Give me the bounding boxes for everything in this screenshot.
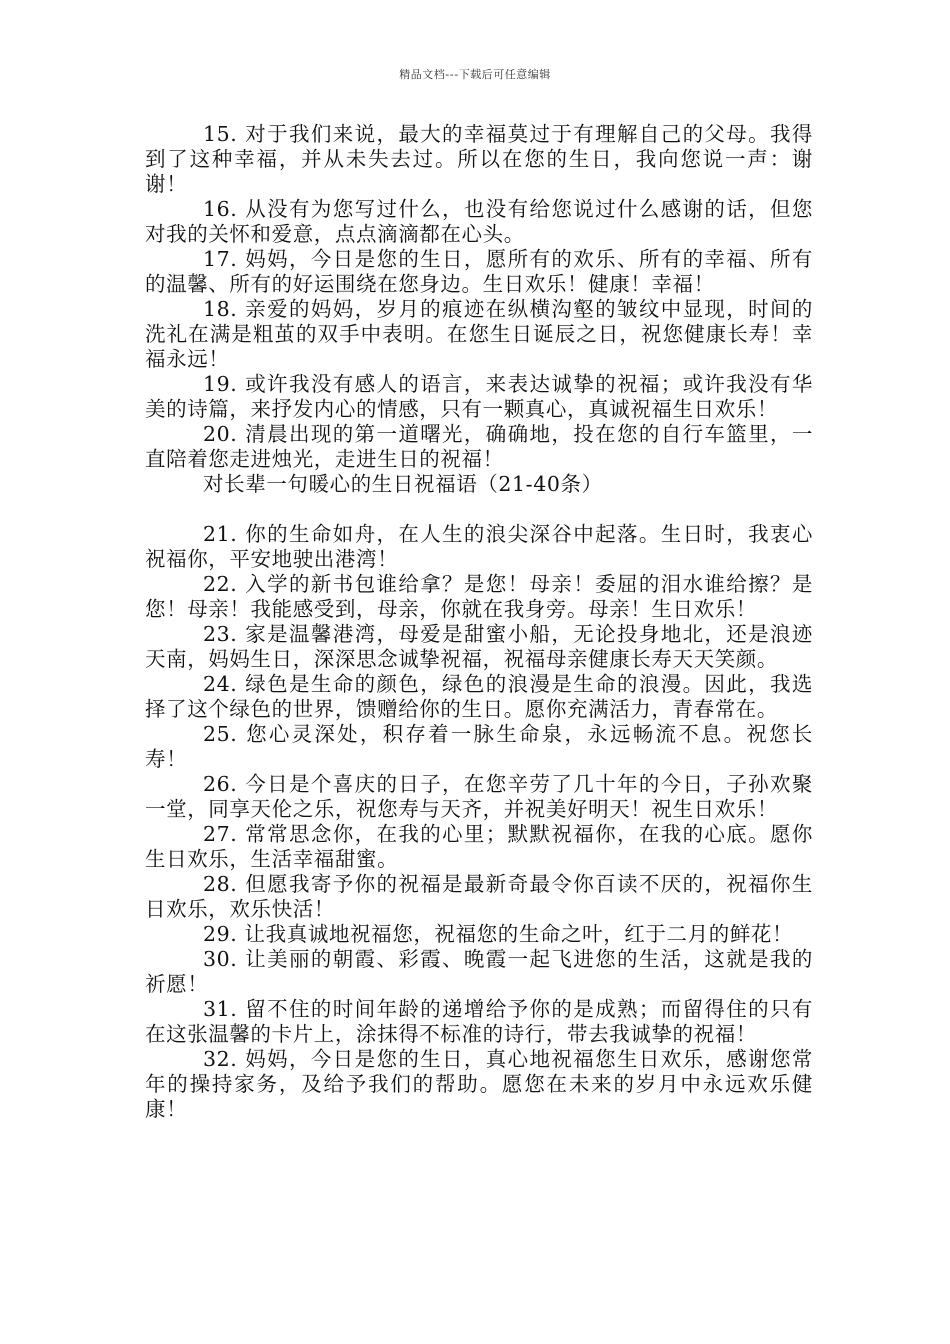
paragraph-24: 24. 绿色是生命的颜色，绿色的浪漫是生命的浪漫。因此，我选择了这个绿色的世界，馈赠给你的生日。愿你充满活力，青春常在。 [145, 672, 813, 721]
paragraph-32: 32. 妈妈，今日是您的生日，真心地祝福您生日欢乐，感谢您常年的操持家务，及给予我们的帮助。愿您在未来的岁月中永远欢乐健康！ [145, 1047, 813, 1121]
paragraph-15: 15. 对于我们来说，最大的幸福莫过于有理解自己的父母。我得到了这种幸福，并从未失去过。所以在您的生日，我向您说一声：谢谢！ [145, 122, 813, 196]
paragraph-28: 28. 但愿我寄予你的祝福是最新奇最令你百读不厌的，祝福你生日欢乐，欢乐快活！ [145, 872, 813, 921]
paragraph-22: 22. 入学的新书包谁给拿？是您！母亲！委屈的泪水谁给擦？是您！母亲！我能感受到，母亲，你就在我身旁。母亲！生日欢乐！ [145, 572, 813, 621]
paragraph-19: 19. 或许我没有感人的语言，来表达诚挚的祝福；或许我没有华美的诗篇，来抒发内心的情感，只有一颗真心，真诚祝福生日欢乐！ [145, 372, 813, 421]
document-body [145, 122, 813, 1122]
blank-line [145, 497, 813, 522]
section-title: 对长辈一句暖心的生日祝福语（21-40条） [203, 472, 603, 496]
paragraph-20: 20. 清晨出现的第一道曙光，确确地，投在您的自行车篮里，一直陪着您走进烛光，走进生日的祝福！ [145, 422, 813, 471]
paragraph-30: 30. 让美丽的朝霞、彩霞、晚霞一起飞进您的生活，这就是我的祈愿！ [145, 947, 813, 996]
paragraph-29: 29. 让我真诚地祝福您，祝福您的生命之叶，红于二月的鲜花！ [203, 922, 794, 946]
paragraph-21: 21. 你的生命如舟，在人生的浪尖深谷中起落。生日时，我衷心祝福你，平安地驶出港湾！ [145, 522, 813, 571]
paragraph-17: 17. 妈妈，今日是您的生日，愿所有的欢乐、所有的幸福、所有的温馨、所有的好运围绕在您身边。生日欢乐！健康！幸福！ [145, 247, 813, 296]
paragraph-26: 26. 今日是个喜庆的日子，在您辛劳了几十年的今日，子孙欢聚一堂，同享天伦之乐，祝您寿与天齐，并祝美好明天！祝生日欢乐！ [145, 772, 813, 821]
paragraph-31: 31. 留不住的时间年龄的递增给予你的是成熟；而留得住的只有在这张温馨的卡片上，涂抹得不标准的诗行，带去我诚挚的祝福！ [145, 997, 813, 1046]
paragraph-23: 23. 家是温馨港湾，母爱是甜蜜小船，无论投身地北，还是浪迹天南，妈妈生日，深深思念诚挚祝福，祝福母亲健康长寿天天笑颜。 [145, 622, 813, 671]
paragraph-18: 18. 亲爱的妈妈，岁月的痕迹在纵横沟壑的皱纹中显现，时间的洗礼在满是粗茧的双手中表明。在您生日诞辰之日，祝您健康长寿！幸福永远！ [145, 297, 813, 371]
paragraph-25: 25. 您心灵深处，积存着一脉生命泉，永远畅流不息。祝您长寿！ [145, 722, 813, 771]
paragraph-27: 27. 常常思念你，在我的心里；默默祝福你，在我的心底。愿你生日欢乐，生活幸福甜蜜。 [145, 822, 813, 871]
paragraph-16: 16. 从没有为您写过什么，也没有给您说过什么感谢的话，但您对我的关怀和爱意，点点滴滴都在心头。 [145, 197, 813, 246]
page-header: 精品文档---下载后可任意编辑 [399, 68, 551, 81]
